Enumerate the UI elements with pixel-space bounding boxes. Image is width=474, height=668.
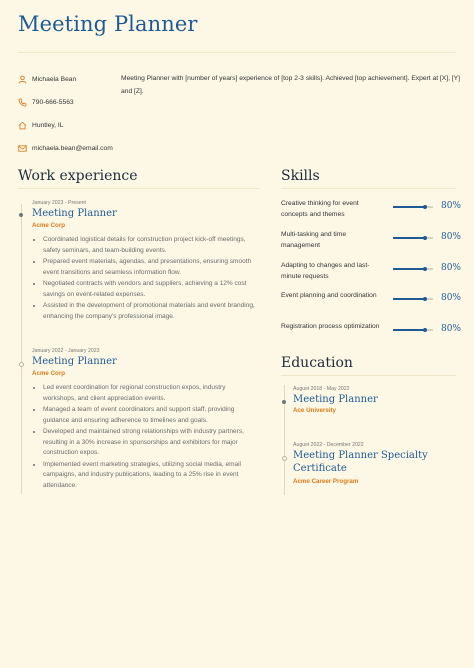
skill-item (281, 291, 461, 315)
education-entry-2 (293, 442, 463, 487)
edu-1-school: Ace University (293, 407, 336, 414)
job-1-dot (19, 213, 23, 217)
skill-bar-knob (423, 236, 427, 240)
work-experience-heading: Work experience (18, 168, 138, 184)
skill-bar-knob (423, 297, 427, 301)
contact-email[interactable]: michaela.bean@email.com (32, 145, 113, 152)
skill-bar-knob (423, 328, 427, 332)
skill-bar-fill (393, 268, 425, 270)
contact-location: Huntley, IL (32, 122, 64, 129)
skill-bar (393, 329, 433, 331)
job-1-title: Meeting Planner (32, 208, 117, 219)
job-1-date: January 2023 - Present (32, 200, 86, 206)
edu-2-school: Acme Career Program (293, 478, 359, 485)
skill-bar (393, 268, 433, 270)
education-divider (281, 375, 456, 376)
skill-bar-knob (423, 267, 427, 271)
skill-value: 80% (440, 263, 461, 273)
skill-value: 80% (440, 293, 461, 303)
job-2-dot (19, 362, 24, 367)
job-2-bullet: • Led event coordination for regional construction expos, industry workshops, and client appreciation events. (43, 383, 260, 404)
education-entry-1 (293, 386, 463, 416)
edu-2-date: August 2022 - December 2022 (293, 442, 364, 448)
job-1-bullet: • Negotiated contracts with vendors and suppliers, achieving a 12% cost savings on event-related expenses. (43, 279, 260, 300)
skill-bar (393, 298, 433, 300)
skill-bar-fill (393, 237, 425, 239)
skill-item (281, 230, 461, 254)
job-2-title: Meeting Planner (32, 356, 117, 367)
skill-name: Registration process optimization (281, 323, 380, 330)
work-timeline-line (21, 204, 22, 494)
skill-bar-fill (393, 329, 425, 331)
skill-item (281, 261, 461, 285)
contact-info (18, 72, 118, 164)
job-1-bullet: • Coordinated logistical details for construction project kick-off meetings, safety seminars, and team-building events. (43, 235, 260, 256)
phone-icon (18, 98, 27, 107)
job-entry-1 (32, 200, 260, 323)
job-2-company: Acme Corp (32, 370, 66, 377)
skill-value: 80% (440, 201, 461, 211)
skill-bar-knob (423, 205, 427, 209)
summary-text: Meeting Planner with [number of years] experience of [top 2-3 skills]. Achieved [top achievement]. Expert at [X], [Y] and [Z]. (121, 75, 461, 95)
person-icon (18, 75, 27, 84)
job-1-bullet: • Assisted in the development of promotional materials and event branding, enhancing the company's professional image. (43, 301, 260, 322)
skill-name: Event planning and coordination (281, 292, 377, 299)
job-2-bullet: • Developed and maintained strong relationships with industry partners, resulting in a 30% increase in sponsorships and exhibitors for major construction expos. (43, 427, 260, 459)
skill-bar (393, 206, 433, 208)
home-icon (18, 121, 27, 130)
edu-1-title: Meeting Planner (293, 394, 378, 405)
skill-item (281, 199, 461, 223)
contact-name-row (18, 72, 118, 87)
skill-name: Adapting to changes and last-minute requests (281, 262, 370, 280)
job-entry-2 (32, 348, 260, 492)
job-2-bullet: • Implemented event marketing strategies, utilizing social media, email campaigns, and industry publications, leading to a 25% rise in event attendance. (43, 460, 260, 492)
edu-1-date: August 2018 - May 2022 (293, 386, 350, 392)
work-divider (18, 188, 260, 189)
job-1-bullets (32, 235, 260, 322)
skill-name: Multi-tasking and time management (281, 231, 347, 249)
contact-email-row (18, 141, 118, 156)
skill-name: Creative thinking for event concepts and themes (281, 200, 359, 218)
contact-location-row (18, 118, 118, 133)
job-2-bullets (32, 383, 260, 491)
edu-2-dot (282, 456, 287, 461)
job-1-bullet: • Prepared event materials, agendas, and presentations, ensuring smooth event transitions and seamless information flow. (43, 257, 260, 278)
skill-bar-fill (393, 298, 425, 300)
edu-2-title: Meeting Planner Specialty Certificate (293, 450, 428, 474)
skills-divider (281, 188, 456, 189)
contact-name: Michaela Bean (32, 76, 77, 83)
job-1-company: Acme Corp (32, 222, 66, 229)
page-title: Meeting Planner (18, 12, 198, 36)
contact-phone-row (18, 95, 118, 110)
email-icon (18, 144, 27, 153)
edu-1-dot (282, 400, 286, 404)
contact-phone: 790-666-5563 (32, 99, 74, 106)
skill-value: 80% (440, 324, 461, 334)
skill-value: 80% (440, 232, 461, 242)
skill-bar (393, 237, 433, 239)
header-divider (18, 52, 456, 53)
job-2-bullet: • Managed a team of event coordinators and support staff, providing guidance and ensuring adherence to timelines and goals. (43, 405, 260, 426)
skill-item (281, 322, 461, 346)
skill-bar-fill (393, 206, 425, 208)
job-2-date: January 2022 - January 2023 (32, 348, 100, 354)
education-heading: Education (281, 355, 353, 371)
skills-heading: Skills (281, 168, 320, 184)
